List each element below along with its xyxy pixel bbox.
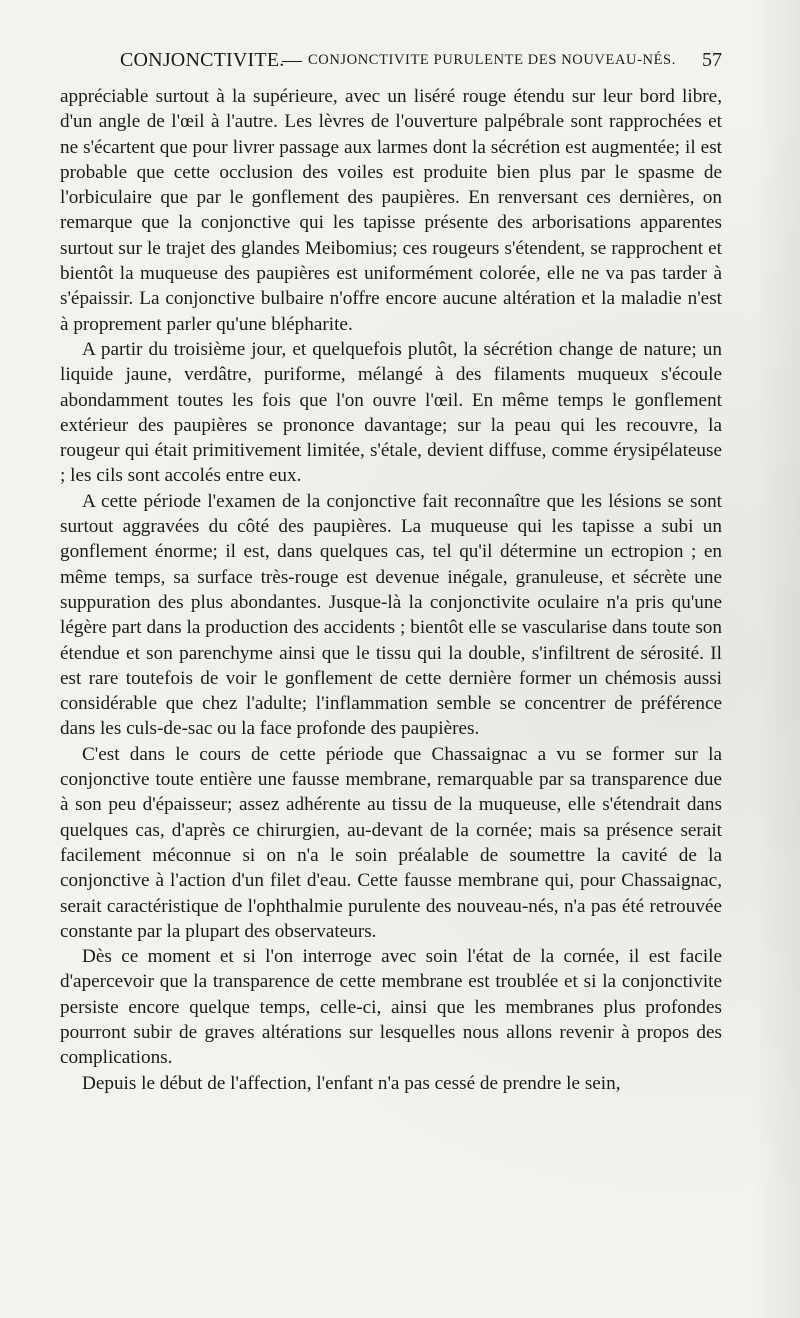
page-edge-shadow: [754, 0, 800, 1318]
body-text: [60, 84, 722, 1096]
page-number: 57: [702, 49, 722, 71]
section-subtitle: CONJONCTIVITE PURULENTE DES NOUVEAU-NÉS.: [308, 52, 676, 68]
paragraph: A partir du troisième jour, et quelquefois plutôt, la sécrétion change de nature; un liquide jaune, verdâtre, puriforme, mélangé à des filaments muqueux s'écoule abondamment toutes les fois que l'on ouvre l'œil. En même temps le gonflement extérieur des paupières se prononce davantage; sur la peau qui les recouvre, la rougeur qui était primitivement limitée, s'étale, devient diffuse, comme érysipélateuse ; les cils sont accolés entre eux.: [60, 338, 722, 487]
paragraph: A cette période l'examen de la conjonctive fait reconnaître que les lésions se sont surtout aggravées du côté des paupières. La muqueuse qui les tapisse a subi un gonflement énorme; il est, dans quelques cas, tel qu'il détermine un ectropion ; en même temps, sa surface très-rouge est devenue inégale, granuleuse, et sécrète une suppuration des plus abondantes. Jusque-là la conjonctivite oculaire n'a pris qu'une légère part dans la production des accidents ; bientôt elle se vascularise dans toute son étendue et son parenchyme ainsi que le tissu qui la double, s'infiltrent de sérosité. Il est rare toutefois de voir le gonflement de cette dernière former un chémosis aussi considérable que chez l'adulte; l'inflammation semble se concentrer de préférence dans les culs-de-sac ou la face profonde des paupières.: [60, 490, 722, 740]
running-head: [60, 44, 722, 76]
paragraph: Depuis le début de l'affection, l'enfant n'a pas cessé de prendre le sein,: [82, 1072, 621, 1094]
paragraph: C'est dans le cours de cette période que Chassaignac a vu se former sur la conjonctive toute entière une fausse membrane, remarquable par sa transparence due à son peu d'épaisseur; assez adhérente au tissu de la muqueuse, elle s'étendrait dans quelques cas, d'après ce chirurgien, au-devant de la cornée; mais sa présence serait facilement méconnue si on n'a le soin préalable de soumettre la cavité de la conjonctive à l'action d'un filet d'eau. Cette fausse membrane qui, pour Chassaignac, serait caractéristique de l'ophthalmie purulente des nouveau-nés, n'a pas été retrouvée constante par la plupart des observateurs.: [60, 743, 722, 942]
header-dash: —: [282, 49, 302, 71]
paragraph-continued: appréciable surtout à la supérieure, avec un liséré rouge étendu sur leur bord libre, d'un angle de l'œil à l'autre. Les lèvres de l'ouverture palpébrale sont rapprochées et ne s'écartent que pour livrer passage aux larmes dont la sécrétion est augmentée; il est probable que cette occlusion des voiles est produite bien plus par le spasme de l'orbiculaire que par le gonflement des paupières. En renversant ces dernières, on remarque que la conjonctive qui les tapisse présente des arborisations apparentes surtout sur le trajet des glandes Meibomius; ces rougeurs s'étendent, se rapprochent et bientôt la muqueuse des paupières est uniformément colorée, elle ne va pas tarder à s'épaissir. La conjonctive bulbaire n'offre encore aucune altération et la maladie n'est à proprement parler qu'une blépharite.: [60, 86, 722, 335]
chapter-title: CONJONCTIVITE.: [120, 49, 285, 71]
paragraph: Dès ce moment et si l'on interroge avec soin l'état de la cornée, il est facile d'apercevoir que la transparence de cette membrane est troublée et si la conjonctivite persiste encore quelque temps, celle-ci, ainsi que les membranes plus profondes pourront subir de graves altérations sur lesquelles nous allons revenir à propos des complications.: [60, 946, 722, 1069]
